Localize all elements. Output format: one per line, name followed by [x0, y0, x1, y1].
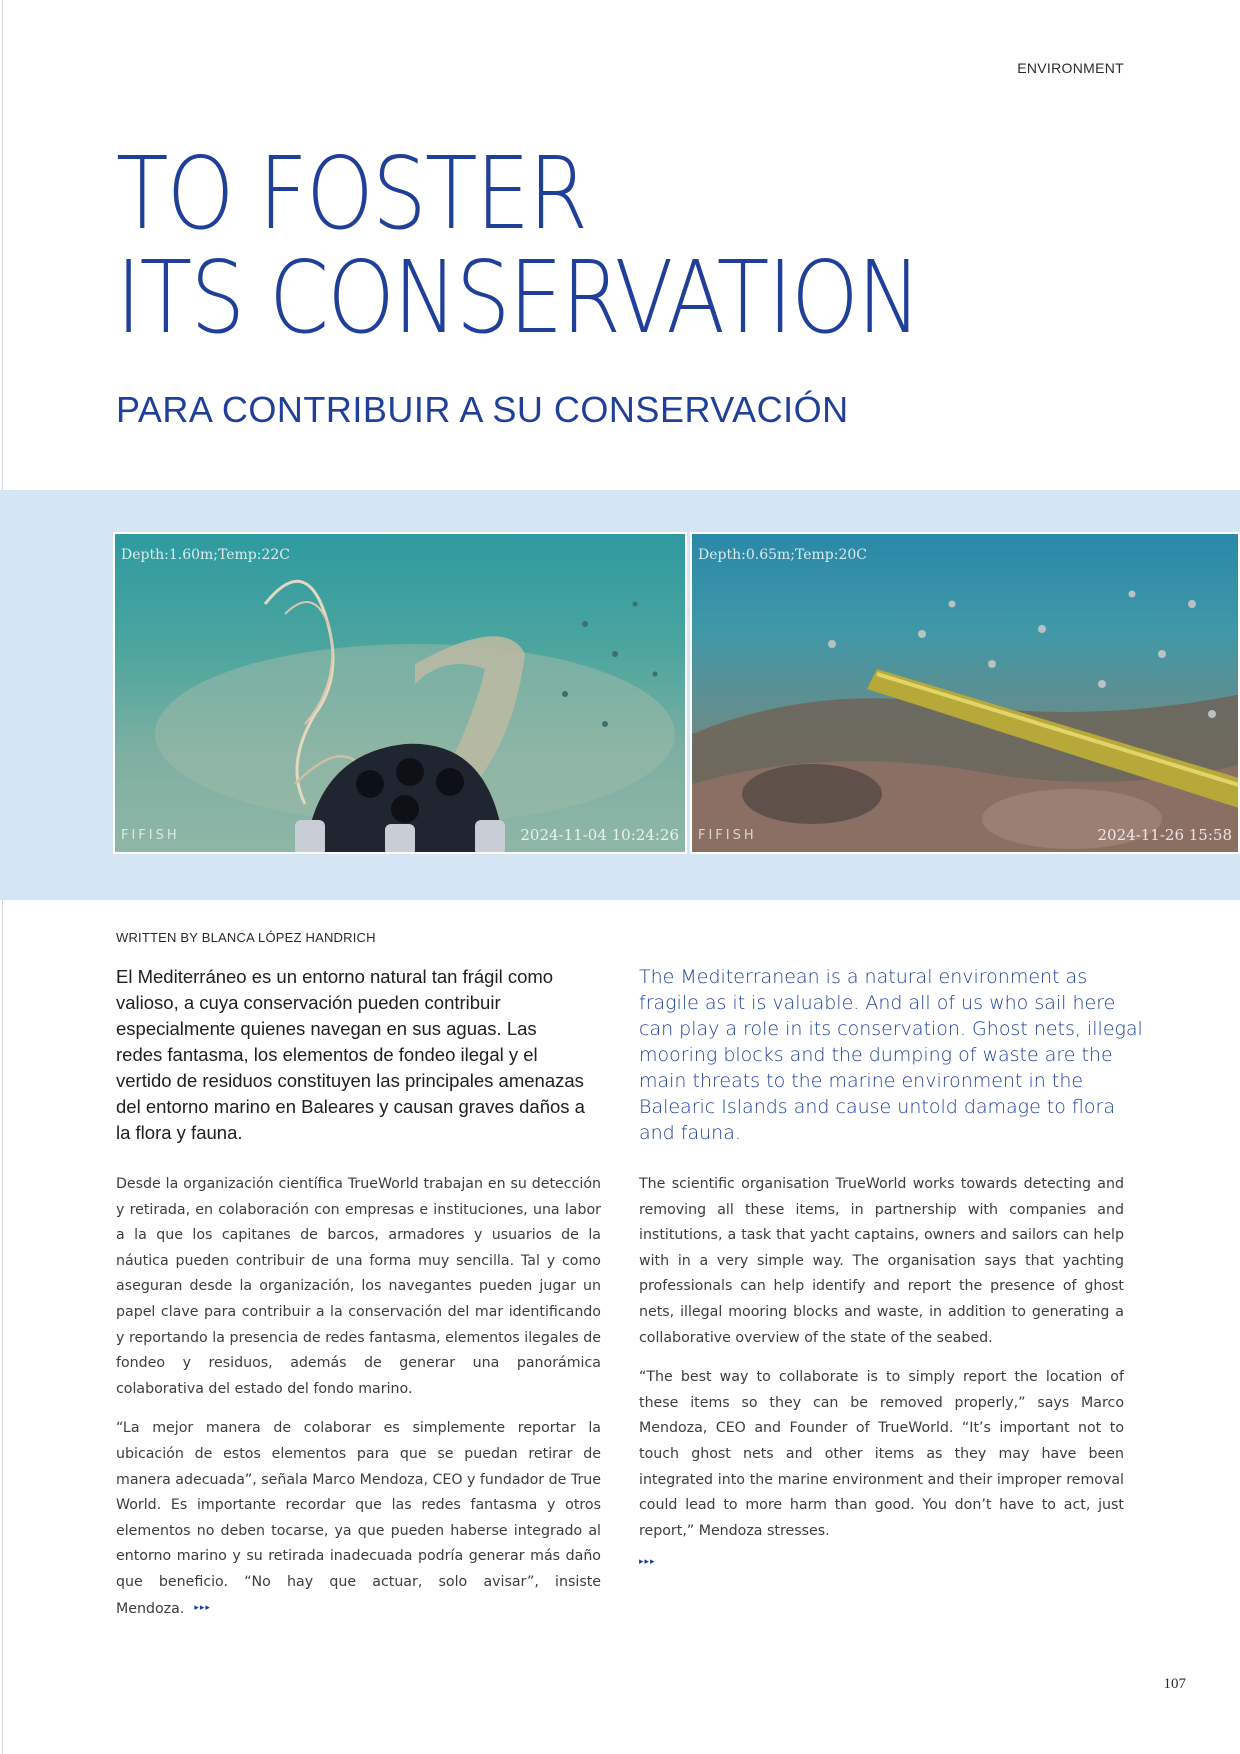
lead-paragraph-es: El Mediterráneo es un entorno natural tan frágil como valioso, a cuya conservación pueden contribuir especialmente quienes navegan en sus aguas. Las redes fantasma, los elementos de fondeo ilegal y el vertido de residuos constituyen las principales amenazas del entorno marino en Baleares y causan graves daños a la flora y fauna. [116, 966, 585, 1143]
body-paragraph-es-2 [116, 1416, 601, 1622]
body-column-en [639, 1172, 1124, 1567]
page-subtitle: PARA CONTRIBUIR A SU CONSERVACIÓN [116, 389, 849, 430]
title-line-2: ITS CONSERVATION [116, 239, 920, 356]
underwater-scene-right [692, 534, 1240, 854]
title-line-1: TO FOSTER [116, 135, 587, 252]
page-title [116, 135, 920, 356]
body-paragraph-en-1: The scientific organisation TrueWorld works towards detecting and removing all these items, in partnership with companies and institutions, a task that yacht captains, owners and sailors can help with in a very simple way. The organisation says that yachting professionals can help identify and report the presence of ghost nets, illegal mooring blocks and waste, in addition to generating a collaborative overview of the state of the seabed. [639, 1176, 1124, 1346]
photo-right-timestamp-overlay: 2024-11-26 15:58 [1097, 826, 1232, 844]
byline: WRITTEN BY BLANCA LÓPEZ HANDRICH [116, 930, 376, 945]
body-column-es [116, 1172, 601, 1636]
photo-pipe-seabed [690, 532, 1240, 854]
page-number: 107 [1163, 1676, 1186, 1692]
photo-left-depth-overlay: Depth:1.60m;Temp:22C [121, 547, 291, 563]
photo-left-brand-overlay: FIFISH [121, 828, 180, 843]
continue-arrows-icon: ▸▸▸ [639, 1556, 656, 1567]
photo-ghost-net-anchor [113, 532, 687, 854]
photo-right-depth-overlay: Depth:0.65m;Temp:20C [698, 547, 868, 563]
section-label: ENVIRONMENT [1017, 60, 1124, 76]
body-paragraph-es-1: Desde la organización científica TrueWorld trabajan en su detección y retirada, en colaboración con empresas e instituciones, una labor a la que los capitanes de barcos, armadores y usuarios de la náutica pueden contribuir de una forma muy sencilla. Tal y como aseguran desde la organización, los navegantes pueden jugar un papel clave para contribuir a la conservación del mar identificando y reportando la presencia de redes fantasma, elementos ilegales de fondeo y residuos, además de generar una panorámica colaborativa del estado del fondo marino. [116, 1176, 601, 1397]
photo-right-brand-overlay: FIFISH [698, 828, 757, 843]
body-paragraph-en-2: “The best way to collaborate is to simply report the location of these items so they can be removed properly,” says Marco Mendoza, CEO and Founder of TrueWorld. “It’s important not to touch ghost nets and other items as they may have been integrated into the marine environment and their improper removal could lead to more harm than good. You don’t have to act, just report,” Mendoza stresses. [639, 1369, 1124, 1539]
body-paragraph-es-2-text: “La mejor manera de colaborar es simplemente reportar la ubicación de estos elementos para que se puedan retirar de manera adecuada”, señala Marco Mendoza, CEO y fundador de True World. Es importante recordar que las redes fantasma y otros elementos no deben tocarse, ya que pueden haberse integrado al entorno marino y su retirada inadecuada podría generar más daño que beneficio. “No hay que actuar, solo avisar”, insiste Mendoza. [116, 1420, 601, 1617]
lead-paragraph-en: The Mediterranean is a natural environment as fragile as it is valuable. And all of us who sail here can play a role in its conservation. Ghost nets, illegal mooring blocks and the dumping of waste are the main threats to the marine environment in the Balearic Islands and cause untold damage to flora and fauna. [639, 966, 1143, 1144]
continue-arrows-icon: ▸▸▸ [194, 1602, 211, 1613]
photo-left-timestamp-overlay: 2024-11-04 10:24:26 [520, 826, 679, 844]
underwater-scene-left [115, 534, 687, 854]
